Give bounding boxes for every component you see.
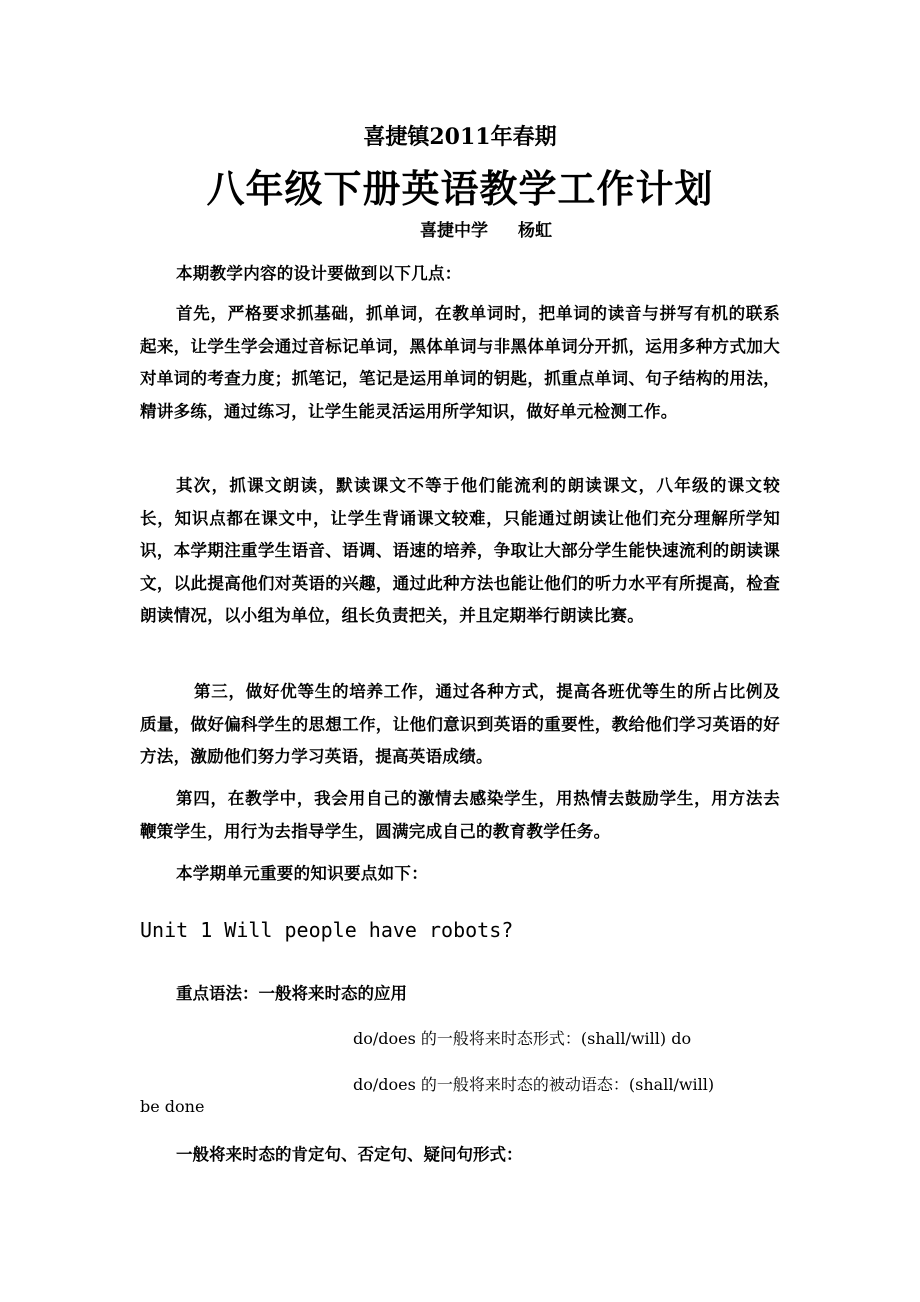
document-subtitle: 喜捷镇2011年春期 xyxy=(363,124,557,150)
paragraph-first: 首先，严格要求抓基础，抓单词，在教单词时，把单词的读音与拼写有机的联系起来，让学生学会通过音标记单词，黑体单词与非黑体单词分开抓，运用多种方式加大对单词的考查力度；抓笔记，笔记是运用单词的钥匙，抓重点单词、句子结构的用法，精讲多练，通过练习，让学生能灵活运用所学知识，做好单元检测工作。 xyxy=(140,304,780,421)
paragraph-second: 其次，抓课文朗读，默读课文不等于他们能流利的朗读课文，八年级的课文较长，知识点都在课文中，让学生背诵课文较难，只能通过朗读让他们充分理解所学知识，本学期注重学生语音、语调、语速的培养，争取让大部分学生能快速流利的朗读课文，以此提高他们对英语的兴趣，通过此种方法也能让他们的听力水平有所提高，检查朗读情况，以小组为单位，组长负责把关，并且定期举行朗读比赛。 xyxy=(140,476,780,625)
knowledge-intro: 本学期单元重要的知识要点如下： xyxy=(176,864,428,883)
paragraph-third: 第三，做好优等生的培养工作，通过各种方式，提高各班优等生的所占比例及质量，做好偏科学生的思想工作，让他们意识到英语的重要性，教给他们学习英语的好方法，激励他们努力学习英语，提高英语成绩。 xyxy=(140,682,780,766)
grammar-label: 重点语法：一般将来时态的应用 xyxy=(176,984,407,1003)
intro-paragraph: 本期教学内容的设计要做到以下几点： xyxy=(176,264,462,283)
grammar-form-future: do/does 的一般将来时态形式：(shall/will) do xyxy=(353,1029,692,1048)
grammar-form-passive-continued: be done xyxy=(140,1097,205,1116)
grammar-form-passive: do/does 的一般将来时态的被动语态：(shall/will) xyxy=(353,1075,715,1094)
school-name: 喜捷中学 xyxy=(420,221,488,241)
unit-heading: Unit 1 Will people have robots? xyxy=(140,918,514,942)
sentence-forms-label: 一般将来时态的肯定句、否定句、疑问句形式： xyxy=(176,1145,523,1164)
author-name: 杨虹 xyxy=(518,221,552,241)
document-title: 八年级下册英语教学工作计划 xyxy=(206,166,714,211)
author-line xyxy=(420,216,552,241)
paragraph-fourth: 第四，在教学中，我会用自己的激情去感染学生，用热情去鼓励学生，用方法去鞭策学生，用行为去指导学生，圆满完成自己的教育教学任务。 xyxy=(140,789,780,841)
